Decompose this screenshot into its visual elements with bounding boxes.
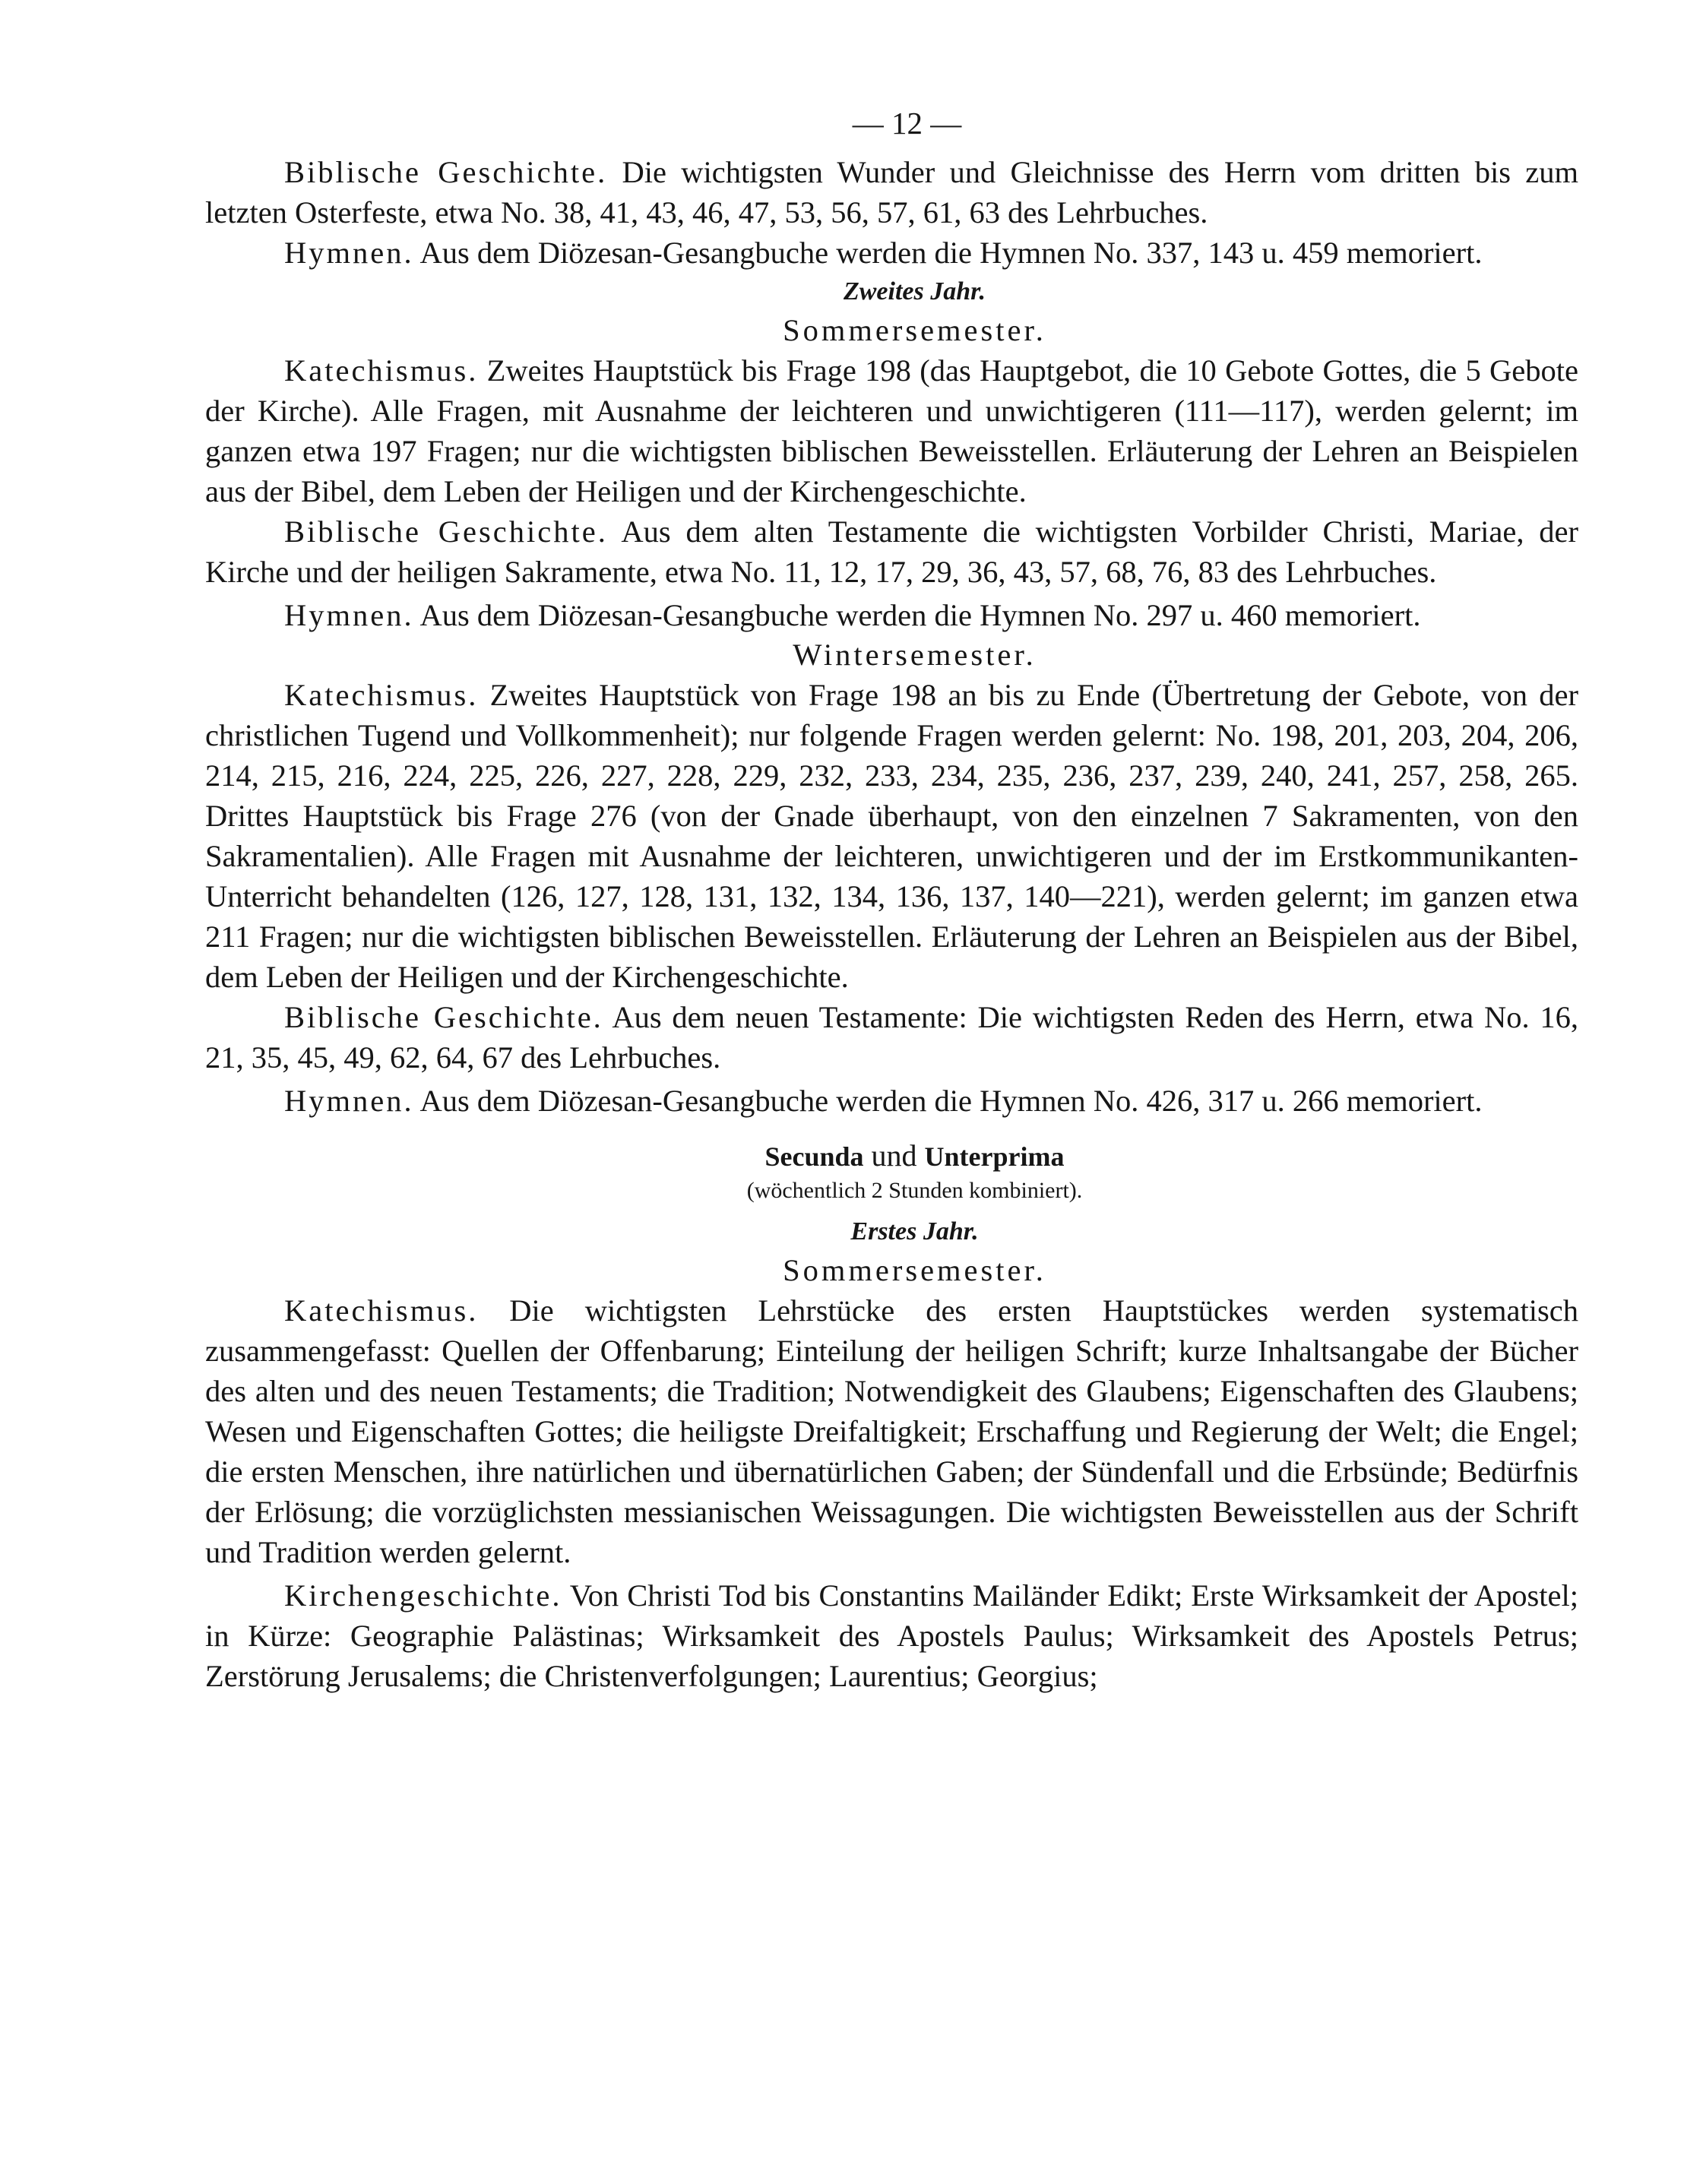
- paragraph-text: Aus dem Diözesan-Gesangbuche werden die Hymnen No. 337, 143 u. 459 memoriert.: [413, 236, 1483, 270]
- paragraph-biblische-geschichte-3: [205, 997, 1578, 1078]
- section-subheading: (wöchentlich 2 Stunden kombiniert).: [746, 1178, 1083, 1203]
- section-heading-part2: Unterprima: [924, 1141, 1065, 1172]
- paragraph-label: Katechismus.: [284, 678, 479, 712]
- paragraph-hymnen-3: [205, 1081, 1578, 1121]
- paragraph-label: Katechismus.: [284, 1293, 479, 1328]
- paragraph-label: Hymnen.: [284, 236, 414, 270]
- page-number: — 12 —: [852, 106, 962, 141]
- paragraph-biblische-geschichte-2: [205, 511, 1578, 592]
- paragraph-text: Aus dem alten Testamente die wichtigsten Vorbilder Christi, Mariae, der Kirche und der heiligen Sakramente, etwa No. 11, 12, 17, 29, 36, 43, 57, 68, 76, 83 des Lehrbuches.: [205, 514, 1578, 589]
- paragraph-text: Aus dem neuen Testamente: Die wichtigsten Reden des Herrn, etwa No. 16, 21, 35, 45, 49, 62, 64, 67 des Lehrbuches.: [205, 1000, 1578, 1075]
- section-heading-mid: und: [863, 1138, 925, 1173]
- heading-erstes-jahr: Erstes Jahr.: [850, 1217, 979, 1246]
- paragraph-katechismus-3: [205, 1290, 1578, 1572]
- paragraph-label: Biblische Geschichte.: [284, 514, 608, 549]
- paragraph-hymnen-2: [205, 595, 1578, 635]
- paragraph-hymnen-1: [205, 233, 1578, 273]
- section-heading-secunda-unterprima: [205, 1138, 1578, 1175]
- paragraph-label: Biblische Geschichte.: [284, 155, 608, 189]
- paragraph-katechismus-2: [205, 675, 1578, 997]
- paragraph-text: Zweites Hauptstück bis Frage 198 (das Hauptgebot, die 10 Gebote Gottes, die 5 Gebote der Kirche). Alle Fragen, mit Ausnahme der leichteren und unwichtigeren (111—117), werden gelernt; im ganzen etwa 197 Fragen; nur die wichtigsten biblischen Beweisstellen. Erläuterung der Lehren an Beispielen aus der Bibel, dem Leben der Heiligen und der Kirchengeschichte.: [205, 353, 1578, 508]
- paragraph-label: Katechismus.: [284, 353, 479, 388]
- paragraph-biblische-geschichte-1: [205, 152, 1578, 233]
- paragraph-text: Die wichtigsten Wunder und Gleichnisse des Herrn vom dritten bis zum letzten Osterfeste, etwa No. 38, 41, 43, 46, 47, 53, 56, 57, 61, 63 des Lehrbuches.: [205, 155, 1578, 229]
- heading-zweites-jahr: Zweites Jahr.: [843, 277, 986, 305]
- section-heading-part1: Secunda: [764, 1141, 864, 1172]
- paragraph-label: Hymnen.: [284, 1084, 414, 1118]
- heading-wintersemester: Wintersemester.: [793, 638, 1037, 672]
- paragraph-label: Hymnen.: [284, 598, 414, 632]
- paragraph-label: Biblische Geschichte.: [284, 1000, 603, 1034]
- paragraph-label: Kirchengeschichte.: [284, 1578, 562, 1613]
- paragraph-kirchengeschichte: [205, 1575, 1578, 1696]
- paragraph-text: Aus dem Diözesan-Gesangbuche werden die Hymnen No. 297 u. 460 memoriert.: [413, 598, 1421, 632]
- paragraph-text: Von Christi Tod bis Constantins Mailänder Edikt; Erste Wirksamkeit der Apostel; in Kürze: Geographie Palästinas; Wirksamkeit des Apostels Paulus; Wirksamkeit des Apostels Petrus; Zerstörung Jerusalems; die Christenverfolgungen; Laurentius; Georgius;: [205, 1578, 1578, 1693]
- heading-sommersemester-2: Sommersemester.: [783, 1253, 1046, 1287]
- paragraph-text: Zweites Hauptstück von Frage 198 an bis zu Ende (Übertretung der Gebote, von der christlichen Tugend und Vollkommenheit); nur folgende Fragen werden gelernt: No. 198, 201, 203, 204, 206, 214, 215, 216, 224, 225, 226, 227, 228, 229, 232, 233, 234, 235, 236, 237, 239, 240, 241, 257, 258, 265. Drittes Hauptstück bis Frage 276 (von der Gnade überhaupt, von den einzelnen 7 Sakramenten, von den Sakramentalien). Alle Fragen mit Ausnahme der leichteren, unwichtigeren und der im Erstkommunikanten-Unterricht behandelten (126, 127, 128, 131, 132, 134, 136, 137, 140—221), werden gelernt; im ganzen etwa 211 Fragen; nur die wichtigsten biblischen Beweisstellen. Erläuterung der Lehren an Beispielen aus der Bibel, dem Leben der Heiligen und der Kirchengeschichte.: [205, 678, 1578, 994]
- paragraph-text: Aus dem Diözesan-Gesangbuche werden die Hymnen No. 426, 317 u. 266 memoriert.: [413, 1084, 1483, 1118]
- document-page: [205, 100, 1578, 1696]
- paragraph-text: Die wichtigsten Lehrstücke des ersten Hauptstückes werden systematisch zusammengefasst: Quellen der Offenbarung; Einteilung der heiligen Schrift; kurze Inhaltsangabe der Bücher des alten und des neuen Testaments; die Tradition; Notwendigkeit des Glaubens; Eigenschaften des Glaubens; Wesen und Eigenschaften Gottes; die heiligste Dreifaltigkeit; Erschaffung und Regierung der Welt; die Engel; die ersten Menschen, ihre natürlichen und übernatürlichen Gaben; der Sündenfall und die Erbsünde; Bedürfnis der Erlösung; die vorzüglichsten messianischen Weissagungen. Die wichtigsten Beweisstellen aus der Schrift und Tradition werden gelernt.: [205, 1293, 1578, 1569]
- heading-sommersemester-1: Sommersemester.: [783, 313, 1046, 347]
- paragraph-katechismus-1: [205, 350, 1578, 511]
